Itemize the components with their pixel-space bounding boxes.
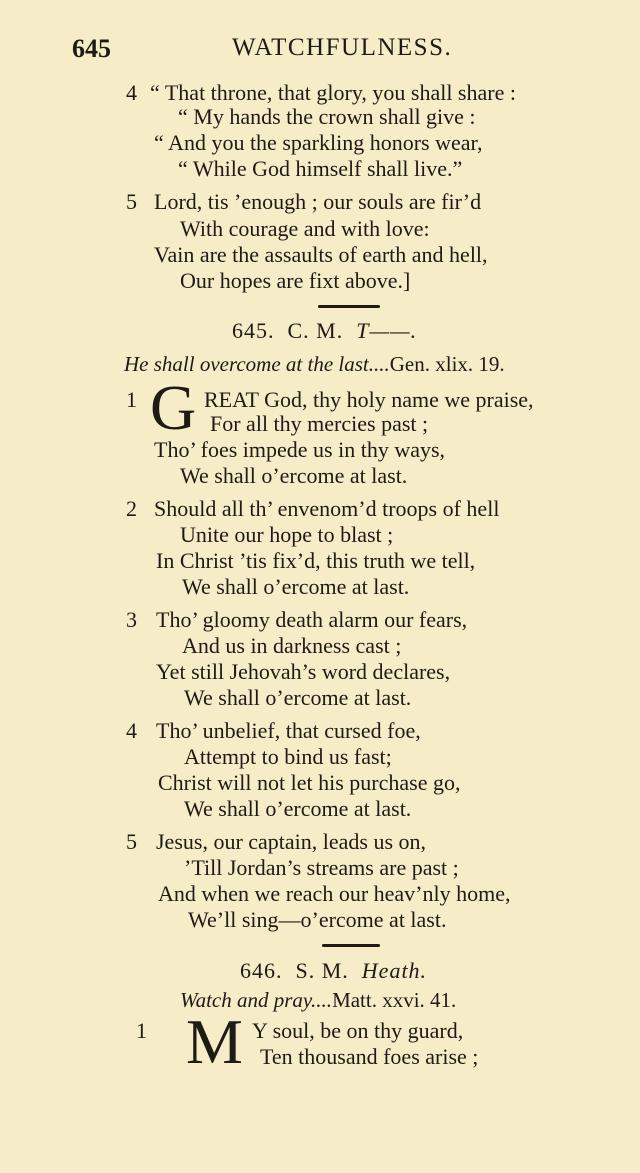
verse-number: 4 — [126, 80, 137, 105]
verse-number: 1 — [126, 387, 137, 412]
hymn-meter: S. M. — [295, 958, 349, 983]
verse-line: We’ll sing—o’ercome at last. — [188, 907, 447, 932]
verse-line: We shall o’ercome at last. — [182, 574, 410, 599]
verse-line: We shall o’ercome at last. — [184, 796, 412, 821]
page-number: 645 — [72, 34, 111, 63]
verse-line: Should all th’ envenom’d troops of hell — [154, 496, 500, 521]
page-header — [72, 34, 632, 68]
section-divider — [322, 944, 380, 947]
verse-line: Our hopes are fixt above.] — [180, 268, 411, 293]
verse-line: Tho’ foes impede us in thy ways, — [154, 437, 446, 462]
verse-number: 4 — [126, 718, 137, 743]
verse-line: “ And you the sparkling honors wear, — [154, 130, 483, 155]
verse-line: Attempt to bind us fast; — [184, 744, 392, 769]
scripture-text: Watch and pray.... — [180, 988, 333, 1012]
hymn-heading — [240, 958, 427, 984]
verse-line: We shall o’ercome at last. — [184, 685, 412, 710]
verse-line: Christ will not let his purchase go, — [158, 770, 461, 795]
verse-line: Ten thousand foes arise ; — [260, 1044, 479, 1069]
section-divider — [318, 305, 380, 308]
verse-number: 1 — [136, 1018, 147, 1043]
verse-line: Y soul, be on thy guard, — [252, 1018, 464, 1043]
hymn-tune: T——. — [356, 318, 418, 343]
drop-cap: M — [186, 1006, 243, 1077]
hymn-tune: Heath. — [361, 958, 428, 983]
verse-line: And when we reach our heav’nly home, — [158, 881, 511, 906]
verse-line: In Christ ’tis fix’d, this truth we tell, — [156, 548, 476, 573]
verse-line: For all thy mercies past ; — [210, 411, 429, 436]
verse-line: ’Till Jordan’s streams are past ; — [184, 855, 459, 880]
verse-number: 2 — [126, 496, 137, 521]
verse-line: “ My hands the crown shall give : — [178, 104, 476, 129]
hymn-heading — [232, 318, 417, 344]
hymn-number: 646. — [240, 958, 283, 983]
verse-line: “ That throne, that glory, you shall share : — [150, 80, 516, 105]
verse-line: With courage and with love: — [180, 216, 430, 241]
running-head: WATCHFULNESS. — [232, 34, 453, 61]
hymn-number: 645. — [232, 318, 275, 343]
verse-line: “ While God himself shall live.” — [178, 156, 463, 181]
scripture-text: He shall overcome at the last.... — [124, 352, 390, 376]
verse-number: 5 — [126, 189, 137, 214]
drop-cap: G — [150, 372, 197, 443]
verse-line: Lord, tis ’enough ; our souls are fir’d — [154, 189, 482, 214]
verse-line: Jesus, our captain, leads us on, — [156, 829, 427, 854]
verse-line: We shall o’ercome at last. — [180, 463, 408, 488]
hymn-meter: C. M. — [287, 318, 344, 343]
verse-line: Tho’ unbelief, that cursed foe, — [156, 718, 421, 743]
verse-line: Yet still Jehovah’s word declares, — [156, 659, 451, 684]
verse-number: 3 — [126, 607, 137, 632]
verse-number: 5 — [126, 829, 137, 854]
verse-line: And us in darkness cast ; — [182, 633, 402, 658]
verse-line: Vain are the assaults of earth and hell, — [154, 242, 488, 267]
scripture-reference: Matt. xxvi. 41. — [332, 988, 457, 1012]
verse-line: Tho’ gloomy death alarm our fears, — [156, 607, 468, 632]
verse-line: Unite our hope to blast ; — [180, 522, 394, 547]
scripture-reference: Gen. xlix. 19. — [389, 352, 505, 376]
verse-line: REAT God, thy holy name we praise, — [204, 387, 534, 412]
